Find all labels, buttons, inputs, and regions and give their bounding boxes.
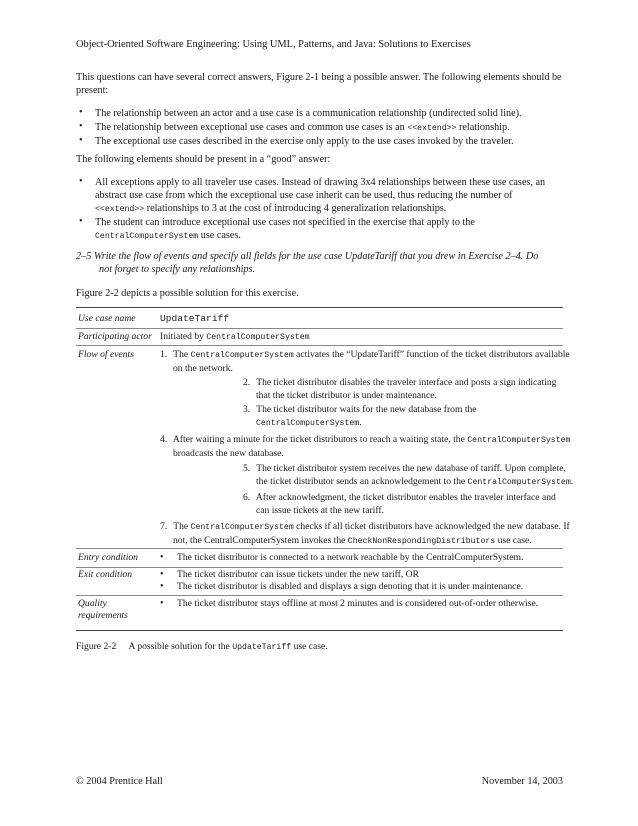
intro-bullet-2-text: The relationship between exceptional use cases and common use cases is an: [95, 122, 408, 133]
step-2-line-1: The ticket distributor disables the traveler interface and posts a sign indicating: [256, 377, 557, 388]
participating-text: Initiated by: [160, 331, 207, 342]
entry-condition-label: Entry condition: [78, 552, 138, 563]
figure-intro: Figure 2-2 depicts a possible solution for this exercise.: [76, 288, 299, 299]
step-2-line-2: that the ticket distributor is under maintenance.: [256, 389, 437, 401]
quality-label-line-2: requirements: [78, 610, 128, 621]
flow-step-4: [160, 434, 570, 460]
bullet-marker: •: [79, 107, 83, 118]
good-bullet-2-line-1: The student can introduce exceptional use cases not specified in the exercise that apply to the: [95, 217, 475, 228]
intro-bullet-2-end: relationship.: [456, 122, 510, 133]
extend-code: <<extend>>: [95, 205, 145, 214]
caption-end: use case.: [291, 641, 328, 652]
quality-label-line-1: Quality: [78, 598, 107, 609]
flow-of-events-label: Flow of events: [78, 349, 134, 360]
caption-text: A possible solution for the: [128, 641, 233, 652]
good-answer-intro: The following elements should be present in a “good” answer:: [76, 154, 331, 165]
good-bullet-2: [95, 216, 475, 243]
step-5-end: .: [570, 475, 574, 487]
central-computer-system-code: CentralComputerSystem: [256, 418, 360, 428]
row-rule: [76, 328, 563, 329]
participating-actor-label: Participating actor: [78, 331, 152, 342]
use-case-name-value: UpdateTariff: [160, 313, 230, 324]
step-7-text-a: The: [173, 521, 191, 532]
central-computer-system-code: CentralComputerSystem: [467, 477, 571, 487]
intro-text: This questions can have several correct answers, Figure 2-1 being a possible answer. The following elements should be present:: [76, 72, 562, 96]
bullet-marker: •: [160, 581, 164, 592]
step-number: 3.: [243, 404, 251, 415]
step-1-line-2: on the network.: [173, 362, 233, 374]
table-top-rule: [76, 307, 563, 308]
row-rule: [76, 595, 563, 596]
step-7-line-2-end: use case.: [495, 534, 532, 546]
step-7-text-b: checks if all ticket distributors have acknowledged the new database. If: [293, 521, 570, 532]
intro-bullet-1: [95, 107, 522, 120]
central-computer-system-code: CentralComputerSystem: [467, 436, 571, 445]
flow-step-1: [160, 349, 570, 375]
bullet-marker: •: [160, 569, 164, 580]
bullet-marker: •: [160, 598, 164, 609]
step-number: 2.: [243, 377, 251, 388]
step-6-line-2: can issue tickets at the new tariff.: [256, 504, 384, 516]
step-number: 4.: [160, 434, 168, 445]
step-number: 7.: [160, 521, 168, 532]
flow-step-6: [243, 492, 556, 517]
step-4-text-a: After waiting a minute for the ticket distributors to reach a waiting state, the: [172, 434, 468, 445]
row-rule: [76, 548, 563, 549]
intro-bullet-2: [95, 121, 510, 135]
footer-copyright: © 2004 Prentice Hall: [76, 776, 163, 787]
entry-condition-value: The ticket distributor is connected to a network reachable by the CentralComputerSystem.: [177, 552, 524, 563]
caption-label: Figure 2-2: [76, 641, 117, 652]
central-computer-system-code: CentralComputerSystem: [95, 232, 199, 241]
step-5-line-1: The ticket distributor system receives the new database of tariff. Upon complete,: [256, 463, 566, 474]
step-number: 6.: [243, 492, 251, 503]
exit-condition-1: The ticket distributor can issue tickets under the new tariff, OR: [177, 569, 419, 580]
step-3-end: .: [359, 416, 362, 428]
bullet-marker: •: [79, 216, 83, 227]
good-bullet-1-line-3: [95, 202, 545, 216]
use-case-name-label: Use case name: [78, 313, 136, 324]
exit-condition-2: The ticket distributor is disabled and displays a sign denoting that it is under maintenance.: [177, 581, 524, 592]
flow-step-5: [243, 463, 573, 489]
good-bullet-1-line-2: abstract use case from which the exceptional use case inherit can be used, thus reducing the number of: [95, 190, 513, 201]
intro-bullet-1-text: The relationship between an actor and a use case is a communication relationship (undirected solid line).: [95, 108, 522, 119]
good-bullet-1-line-3-text: relationships to 3 at the cost of introducing 4 generalization relationships.: [144, 203, 447, 214]
update-tariff-code: UpdateTariff: [232, 643, 292, 652]
footer-date: November 14, 2003: [481, 776, 563, 787]
good-bullet-2-line-2: [95, 229, 475, 243]
bullet-marker: •: [79, 176, 83, 187]
exercise-statement: [76, 250, 538, 276]
quality-requirements-value: The ticket distributor stays offline at most 2 minutes and is considered out-of-order otherwise.: [177, 598, 539, 609]
step-number: 5.: [243, 463, 251, 474]
step-1-text-a: The: [173, 349, 191, 360]
step-4-line-2: broadcasts the new database.: [173, 447, 284, 459]
exercise-line-1: 2–5 Write the flow of events and specify all fields for the use case UpdateTariff that you drew in Exercise 2–4. Do: [76, 251, 539, 262]
step-1-text-b: activates the “UpdateTariff” function of the ticket distributors available: [293, 349, 570, 360]
central-computer-system-code: CentralComputerSystem: [190, 351, 294, 360]
bullet-marker: •: [160, 552, 164, 563]
central-computer-system-code: CentralComputerSystem: [206, 333, 310, 342]
good-bullet-2-line-2-text: use cases.: [198, 230, 241, 241]
flow-step-3: [243, 404, 477, 430]
exercise-line-2: not forget to specify any relationships.: [99, 264, 256, 275]
intro-paragraph: [76, 71, 564, 97]
central-computer-system-code: CentralComputerSystem: [190, 523, 294, 532]
bullet-marker: •: [79, 135, 83, 146]
good-bullet-1-line-1: All exceptions apply to all traveler use cases. Instead of drawing 3x4 relationships between these use cases, an: [95, 177, 546, 188]
intro-bullet-3-text: The exceptional use cases described in the exercise only apply to the use cases invoked by the traveler.: [95, 136, 514, 147]
step-5-line-2: the ticket distributor sends an acknowledgement to the: [256, 475, 468, 487]
exit-condition-label: Exit condition: [78, 569, 133, 580]
table-bottom-rule: [76, 630, 563, 631]
step-7-line-2: not, the CentralComputerSystem invokes the: [173, 534, 348, 546]
check-non-responding-distributors-code: CheckNonRespondingDistributors: [347, 536, 496, 546]
extend-code: <<extend>>: [407, 124, 457, 133]
row-rule: [76, 567, 563, 568]
good-bullet-1: [95, 176, 545, 216]
participating-actor-value: [160, 331, 310, 345]
step-number: 1.: [160, 349, 168, 360]
row-rule: [76, 345, 563, 346]
step-3-line-1: The ticket distributor waits for the new database from the: [256, 404, 477, 415]
bullet-marker: •: [79, 121, 83, 132]
step-6-line-1: After acknowledgment, the ticket distributor enables the traveler interface and: [255, 492, 556, 503]
figure-caption: [76, 641, 328, 652]
flow-step-2: [243, 377, 556, 402]
intro-bullet-3: [95, 135, 514, 148]
flow-step-7: [160, 521, 570, 548]
page-header-title: Object-Oriented Software Engineering: Using UML, Patterns, and Java: Solutions to Exercises: [76, 39, 471, 50]
quality-requirements-label: [78, 598, 128, 622]
